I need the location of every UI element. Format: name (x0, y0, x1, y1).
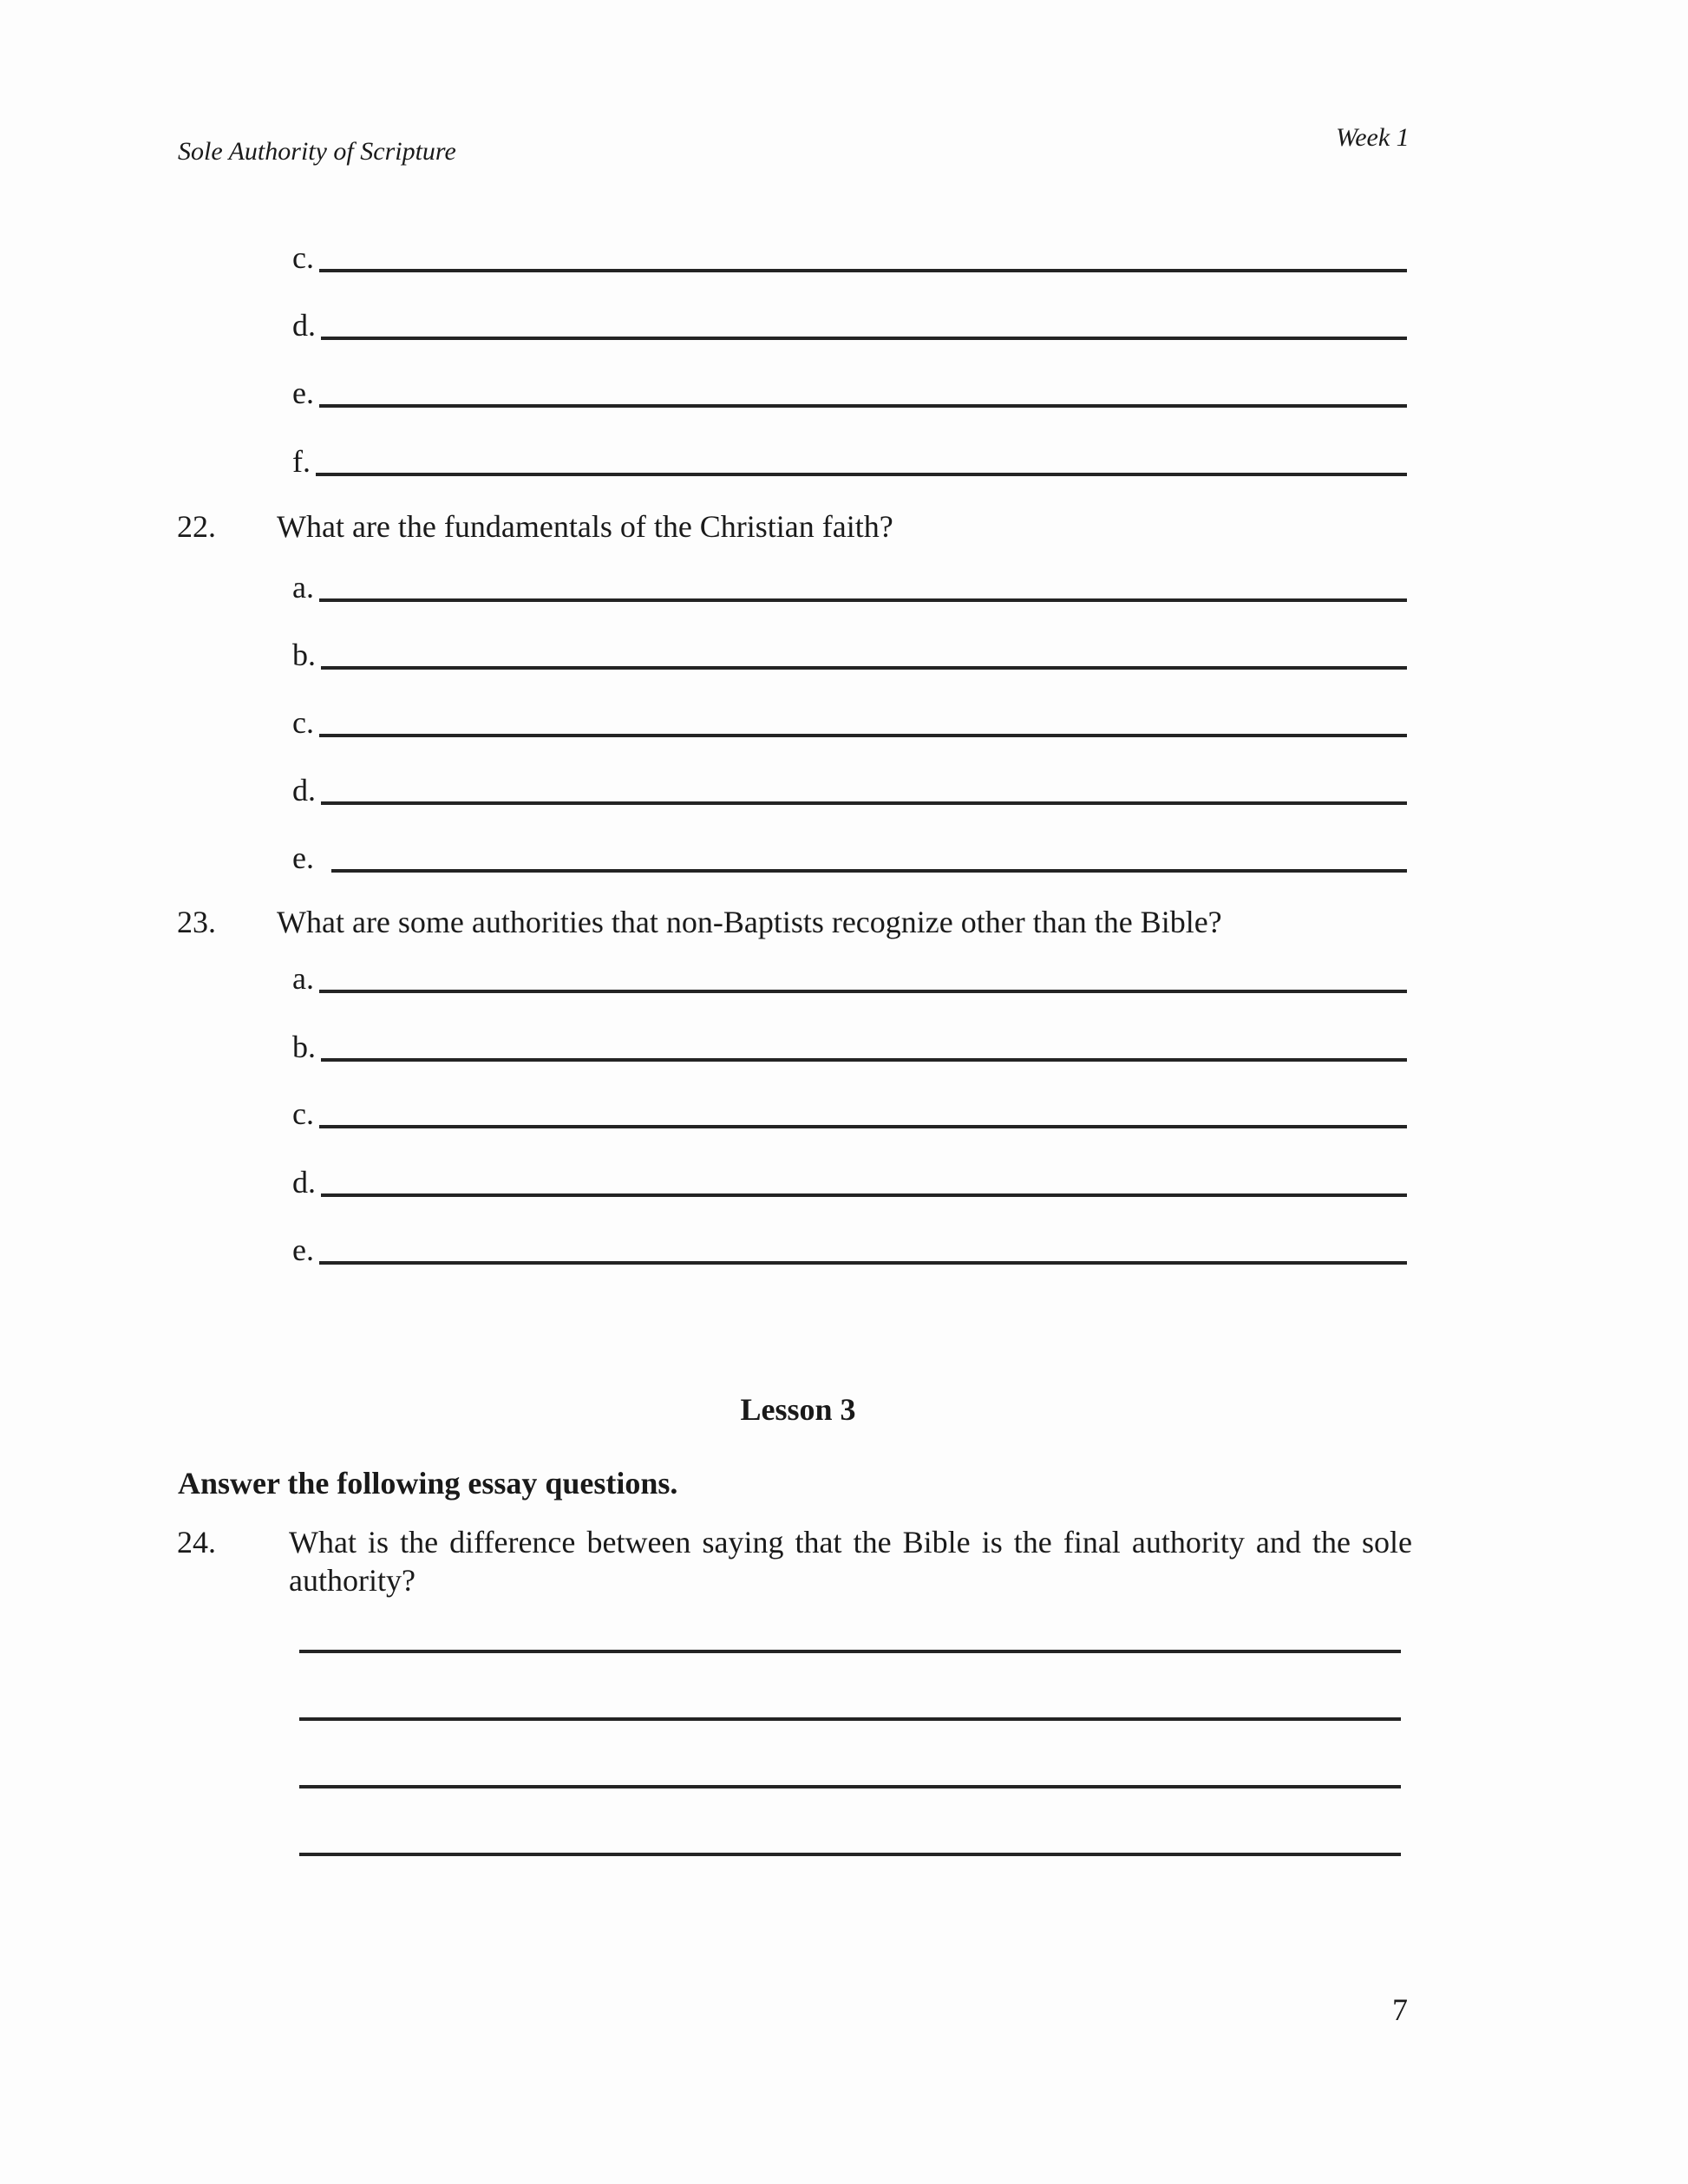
question-text: What are some authorities that non-Baptists recognize other than the Bible? (277, 905, 1222, 939)
item-label: c. (292, 240, 314, 275)
answer-line-row (292, 836, 1407, 879)
question-text: What is the difference between saying that the Bible is the final authority and the sole authority? (289, 1525, 1412, 1598)
answer-line-row (292, 633, 1407, 677)
blank-answer-line (319, 957, 1407, 993)
blank-answer-line (316, 440, 1407, 476)
answer-line-row (292, 701, 1407, 744)
item-label: c. (292, 705, 314, 740)
answer-line-row (292, 957, 1407, 1000)
blank-answer-line (321, 768, 1407, 805)
blank-answer-line (319, 236, 1407, 272)
essay-answer-line (299, 1785, 1401, 1788)
blank-answer-line (321, 1025, 1407, 1062)
answer-line-row (292, 440, 1407, 483)
item-label: d. (292, 773, 316, 808)
answer-line-row (292, 236, 1407, 279)
item-label: c. (292, 1096, 314, 1131)
answer-line-row (292, 768, 1407, 812)
header-week-label: Week 1 (1336, 123, 1410, 152)
blank-answer-line (331, 836, 1407, 873)
answer-line-row (292, 1025, 1407, 1069)
blank-answer-line (319, 371, 1407, 408)
answer-line-row (292, 304, 1407, 347)
item-label: d. (292, 1165, 316, 1200)
essay-answer-line (299, 1853, 1401, 1856)
item-label: e. (292, 840, 314, 875)
page-number: 7 (1392, 1992, 1408, 2027)
item-label: f. (292, 444, 311, 479)
question-24 (177, 1523, 1412, 1599)
item-label: e. (292, 376, 314, 410)
item-label: a. (292, 961, 314, 996)
question-number: 22. (177, 509, 216, 544)
answer-line-row (292, 566, 1407, 609)
item-label: b. (292, 638, 316, 672)
header-course-title: Sole Authority of Scripture (178, 137, 456, 166)
question-22 (177, 507, 893, 546)
essay-answer-line (299, 1717, 1401, 1721)
blank-answer-line (319, 1092, 1407, 1128)
blank-answer-line (321, 633, 1407, 670)
item-label: b. (292, 1030, 316, 1064)
answer-line-row (292, 1228, 1407, 1272)
question-text: What are the fundamentals of the Christian faith? (277, 509, 893, 544)
item-label: d. (292, 308, 316, 343)
blank-answer-line (321, 1161, 1407, 1197)
answer-line-row (292, 371, 1407, 415)
question-number: 24. (177, 1525, 216, 1560)
blank-answer-line (319, 701, 1407, 737)
blank-answer-line (321, 304, 1407, 340)
item-label: e. (292, 1233, 314, 1267)
question-number: 23. (177, 905, 216, 939)
question-23 (177, 903, 1222, 941)
blank-answer-line (319, 566, 1407, 602)
item-label: a. (292, 570, 314, 605)
answer-line-row (292, 1092, 1407, 1135)
essay-answer-line (299, 1650, 1401, 1653)
section-instruction: Answer the following essay questions. (178, 1466, 678, 1501)
answer-line-row (292, 1161, 1407, 1204)
blank-answer-line (319, 1228, 1407, 1265)
lesson-title: Lesson 3 (740, 1392, 856, 1427)
